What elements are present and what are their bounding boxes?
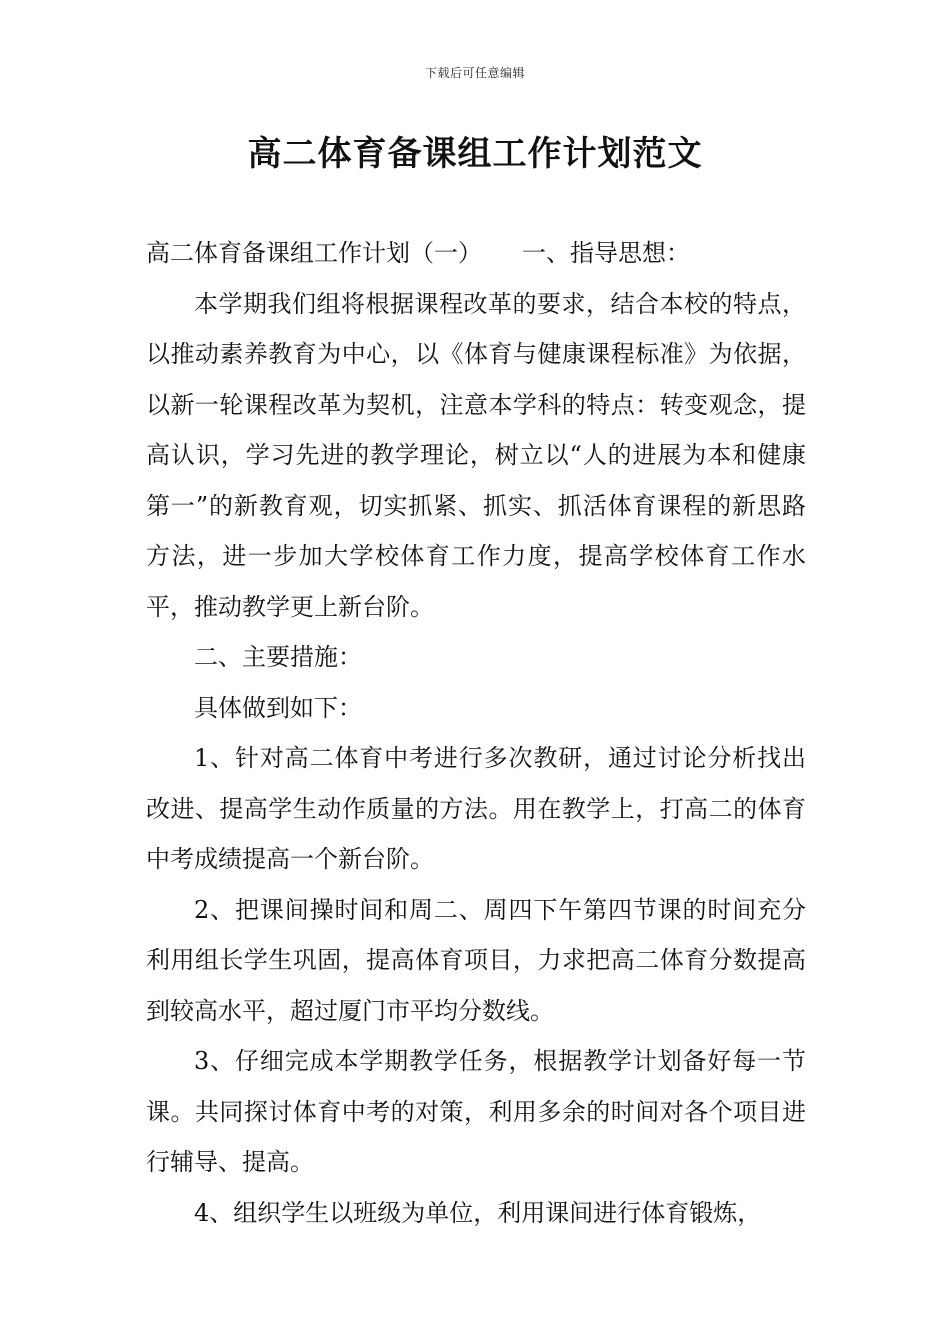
- plan-label: 高二体育备课组工作计划（一）: [146, 239, 482, 267]
- paragraph-item-3: 3、仔细完成本学期教学任务，根据教学计划备好每一节课。共同探讨体育中考的对策，利用多余的时间对各个项目进行辅导、提高。: [146, 1047, 806, 1176]
- paragraph-item-2: 2、把课间操时间和周二、周四下午第四节课的时间充分利用组长学生巩固，提高体育项目，力求把高二体育分数提高到较高水平，超过厦门市平均分数线。: [146, 895, 806, 1025]
- document-title: 高二体育备课组工作计划范文: [247, 134, 703, 174]
- paragraph-item-1: 1、针对高二体育中考进行多次教研，通过讨论分析找出改进、提高学生动作质量的方法。用在教学上，打高二的体育中考成绩提高一个新台阶。: [146, 744, 806, 873]
- paragraph-item-4: 4、组织学生以班级为单位，利用课间进行体育锻炼，: [194, 1198, 762, 1227]
- subheading-line: [146, 228, 806, 279]
- paragraph-guiding-thought: 本学期我们组将根据课程改革的要求，结合本校的特点，以推动素养教育为中心，以《体育与健康课程标准》为依据，以新一轮课程改革为契机，注意本学科的特点：转变观念，提高认识，学习先进的教学理论，树立以“人的进展为本和健康第一”的新教育观，切实抓紧、抓实、抓活体育课程的新思路方法，进一步加大学校体育工作力度，提高学校体育工作水平，推动教学更上新台阶。: [146, 289, 806, 621]
- header-note: 下载后可任意编辑: [424, 66, 525, 80]
- section-heading-guiding-thought: 一、指导思想：: [522, 239, 690, 267]
- document-body: [146, 228, 806, 1238]
- paragraph-specifics-intro: 具体做到如下：: [194, 693, 362, 722]
- section-heading-main-measures: 二、主要措施：: [194, 643, 362, 671]
